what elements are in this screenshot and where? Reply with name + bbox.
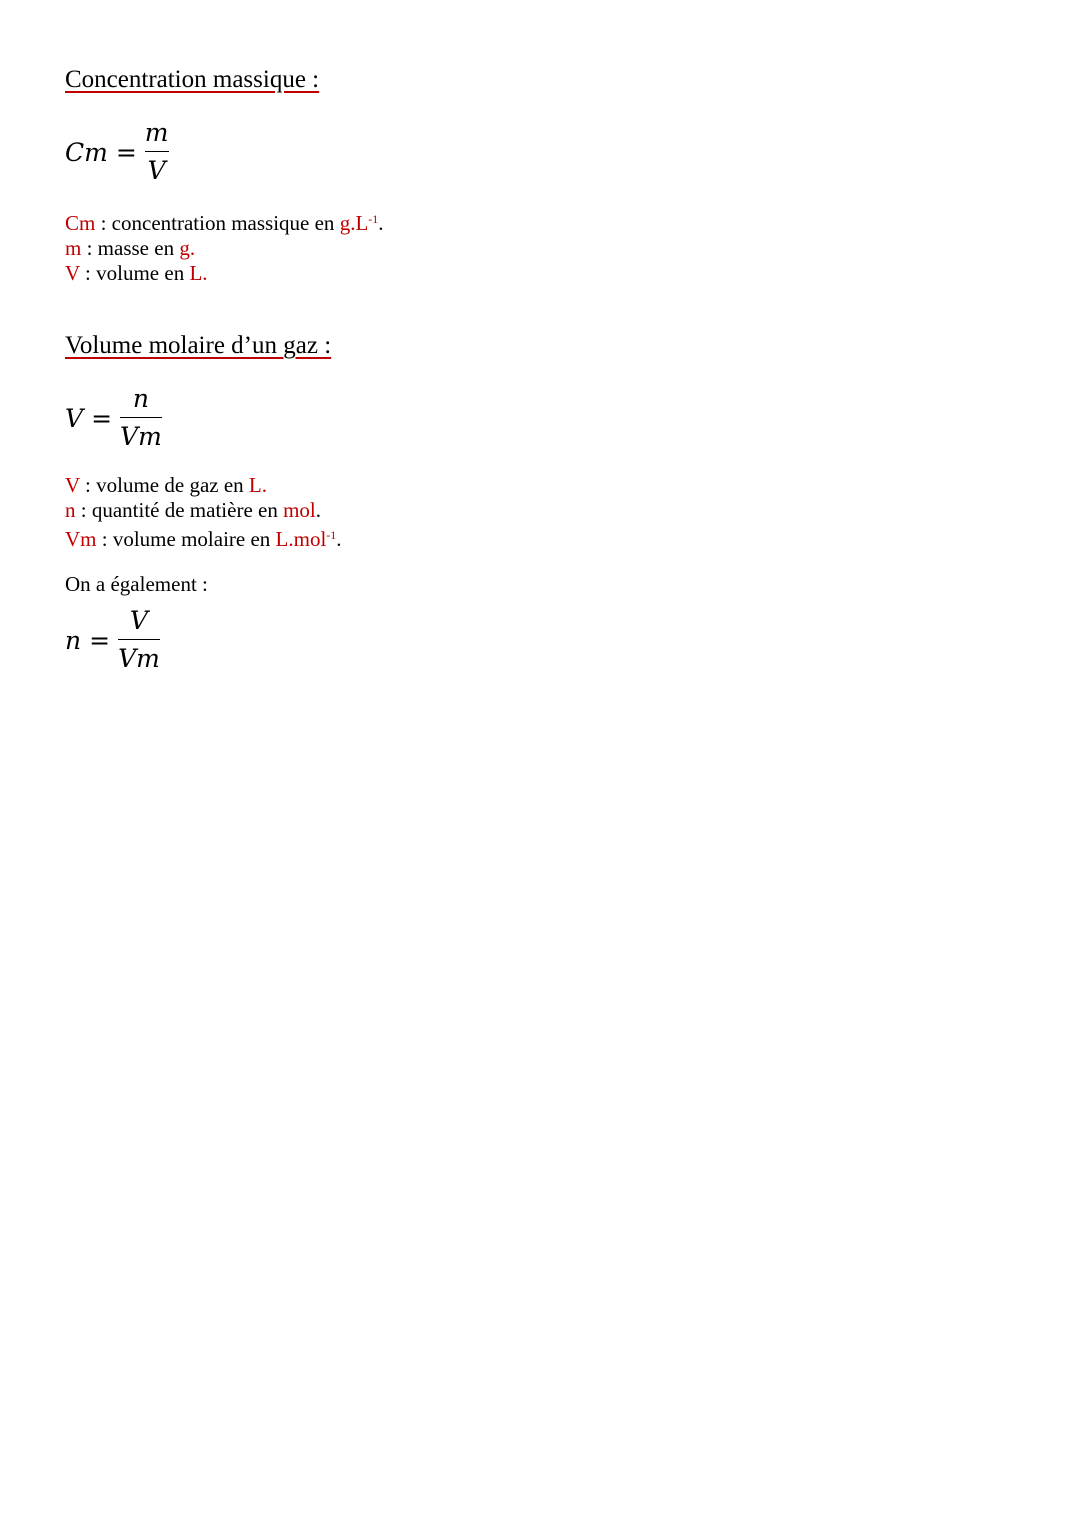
- definition-unit: L: [189, 261, 203, 285]
- definition-line: [65, 236, 384, 261]
- definition-symbol: V: [65, 261, 80, 285]
- definition-line: [65, 523, 342, 552]
- definition-text: : concentration massique en: [95, 211, 340, 235]
- definition-text: : quantité de matière en: [75, 498, 284, 522]
- formula-lhs: n: [65, 625, 82, 655]
- definition-end: .: [315, 498, 322, 522]
- definition-symbol: Cm: [65, 211, 96, 235]
- definition-end: .: [189, 236, 196, 260]
- formula-quantite-matiere: [65, 606, 160, 674]
- definition-unit: $g.L^{-1}$: [339, 211, 379, 235]
- definition-text: : volume de gaz en: [79, 473, 249, 497]
- fraction-bar: [118, 639, 160, 640]
- fraction-numerator: V: [129, 606, 148, 635]
- fraction-denominator: Vm: [120, 422, 162, 451]
- definition-line: [65, 498, 342, 523]
- definitions-list-1: [65, 207, 384, 286]
- definition-end: .: [202, 261, 208, 285]
- formula-lhs: Cm: [65, 137, 108, 167]
- definition-unit: L.mol$^{-1}$: [275, 527, 337, 551]
- fraction-numerator: n: [132, 384, 149, 413]
- definition-symbol: n: [65, 498, 76, 522]
- formula-equals: =: [115, 137, 137, 167]
- fraction-bar: [120, 417, 162, 418]
- definition-end: .: [336, 527, 342, 551]
- definition-line: [65, 207, 384, 236]
- fraction-denominator: V: [147, 156, 166, 185]
- fraction-bar: [145, 151, 169, 152]
- definition-text: : volume en: [79, 261, 190, 285]
- definition-end: .: [261, 473, 267, 497]
- section-heading-concentration-massique: Concentration massique :: [65, 66, 320, 93]
- formula-concentration-massique: [65, 118, 169, 186]
- definition-line: [65, 473, 342, 498]
- definitions-list-2: [65, 473, 342, 552]
- definition-unit: mol: [283, 498, 316, 522]
- fraction: [120, 384, 162, 452]
- definition-unit: L: [248, 473, 262, 497]
- definition-text: : masse en: [81, 236, 180, 260]
- definition-symbol: m: [65, 236, 82, 260]
- formula-equals: =: [91, 403, 113, 433]
- also-note: On a également :: [65, 572, 208, 596]
- formula-lhs: V: [65, 403, 84, 433]
- definition-symbol: V: [65, 473, 80, 497]
- fraction: [118, 606, 160, 674]
- formula-equals: =: [89, 625, 111, 655]
- fraction: [145, 118, 169, 186]
- definition-symbol: Vm: [65, 527, 97, 551]
- definition-text: : volume molaire en: [96, 527, 276, 551]
- fraction-denominator: Vm: [118, 644, 160, 673]
- fraction-numerator: m: [144, 118, 169, 147]
- definition-line: [65, 261, 384, 286]
- section-heading-volume-molaire: Volume molaire d’un gaz :: [65, 332, 332, 359]
- definition-end: .: [378, 211, 384, 235]
- formula-volume-molaire: [65, 384, 162, 452]
- definition-unit: g: [179, 236, 190, 260]
